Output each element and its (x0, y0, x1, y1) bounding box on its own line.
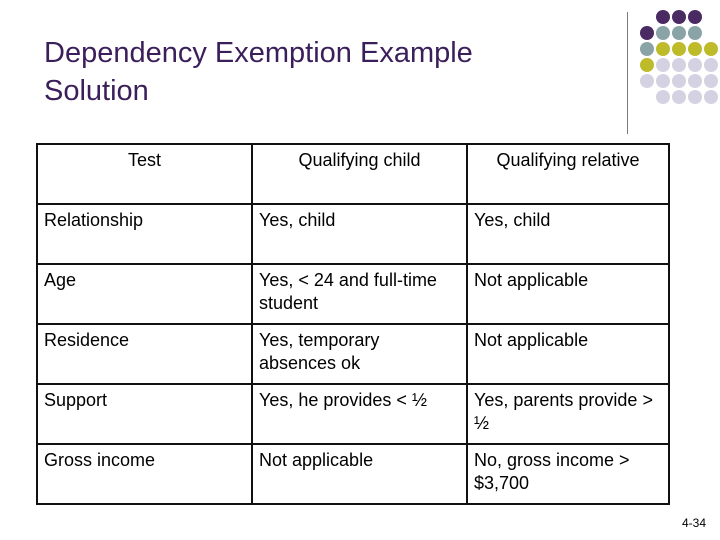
decorative-dot (656, 26, 670, 40)
qualifying-child-value: Yes, child (252, 204, 467, 264)
decorative-dot (656, 74, 670, 88)
decorative-dot (688, 74, 702, 88)
slide-title (44, 34, 604, 110)
decorative-dot (704, 42, 718, 56)
header-qualifying-child: Qualifying child (252, 144, 467, 204)
decorative-dot (656, 42, 670, 56)
qualifying-relative-value: Yes, child (467, 204, 669, 264)
decorative-dot (672, 58, 686, 72)
test-name: Relationship (37, 204, 252, 264)
qualifying-relative-value: No, gross income > $3,700 (467, 444, 669, 504)
test-name: Gross income (37, 444, 252, 504)
decorative-dot (704, 58, 718, 72)
slide-title-line-2: Solution (44, 75, 149, 107)
decorative-dot (640, 58, 654, 72)
qualifying-child-value: Yes, he provides < ½ (252, 384, 467, 444)
qualifying-relative-value: Not applicable (467, 264, 669, 324)
decorative-dot (656, 58, 670, 72)
decorative-dot (640, 42, 654, 56)
qualifying-child-value: Yes, temporary absences ok (252, 324, 467, 384)
decorative-dot (656, 90, 670, 104)
test-name: Age (37, 264, 252, 324)
table-row (37, 324, 669, 384)
header-qualifying-relative: Qualifying relative (467, 144, 669, 204)
header-test: Test (37, 144, 252, 204)
decorative-dot (704, 90, 718, 104)
decorative-dot (672, 74, 686, 88)
decorative-dot (672, 10, 686, 24)
decorative-dot (672, 42, 686, 56)
dependency-table (36, 143, 670, 505)
page-number: 4-34 (681, 516, 706, 530)
decorative-dot-grid (640, 10, 720, 130)
qualifying-child-value: Not applicable (252, 444, 467, 504)
decorative-dot (640, 74, 654, 88)
decorative-dot (688, 42, 702, 56)
decorative-divider (627, 12, 628, 134)
qualifying-relative-value: Yes, parents provide > ½ (467, 384, 669, 444)
decorative-dot (672, 26, 686, 40)
table-row (37, 264, 669, 324)
slide-title-line-1: Dependency Exemption Example (44, 37, 473, 69)
decorative-dot (688, 58, 702, 72)
table-row (37, 444, 669, 504)
decorative-dot (688, 90, 702, 104)
table-row (37, 204, 669, 264)
decorative-dot (640, 26, 654, 40)
table-row (37, 384, 669, 444)
decorative-dot (672, 90, 686, 104)
decorative-dot (656, 10, 670, 24)
table-header-row (37, 144, 669, 204)
test-name: Residence (37, 324, 252, 384)
qualifying-relative-value: Not applicable (467, 324, 669, 384)
decorative-dot (704, 74, 718, 88)
qualifying-child-value: Yes, < 24 and full-time student (252, 264, 467, 324)
test-name: Support (37, 384, 252, 444)
decorative-dot (688, 26, 702, 40)
decorative-dot (688, 10, 702, 24)
